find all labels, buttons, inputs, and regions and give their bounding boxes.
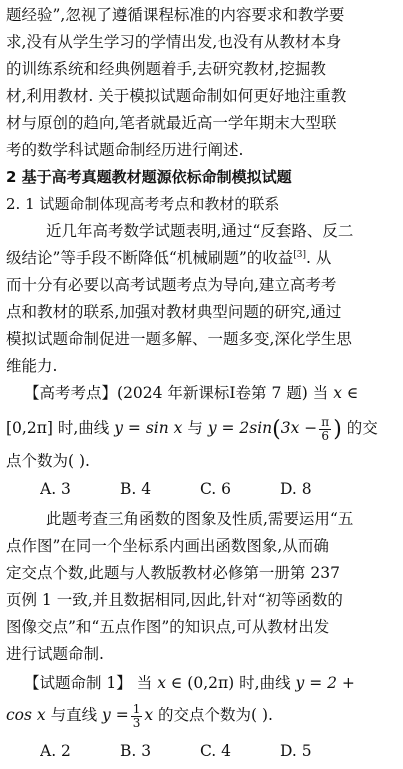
q1-when: 当 — [312, 384, 329, 402]
q2-in: ∈ — [170, 674, 183, 692]
citation-mark: [3] — [293, 250, 307, 260]
q1-frac-num: π — [321, 414, 330, 429]
q1-line-2: [0,2π] 时,曲线 y = sin x 与 y = 2sin(3x − $\frac{\pi}{6}$ ) 的交 — [6, 414, 378, 443]
q2-curve-text: 时,曲线 — [239, 674, 291, 692]
q2-option-d: D. 5 — [280, 742, 312, 760]
intro-line-3: 的训练系统和经典例题着手,去研究教材,挖掘教 — [6, 60, 326, 78]
q2-option-c: C. 4 — [200, 742, 232, 760]
analysis-line-2: 点作图”在同一个坐标系内画出函数图象,从而确 — [6, 537, 329, 555]
q1-option-c: C. 6 — [200, 480, 232, 498]
q2-suffix: 的交点个数为( ). — [158, 706, 273, 724]
para21-line-1: 近几年高考数学试题表明,通过“反套路、反二 — [46, 222, 354, 240]
q2-line-2 — [6, 698, 397, 732]
q2-eq1-cont: cos x — [6, 706, 46, 724]
intro-line-4: 材,利用教材. 关于模拟试题命制如何更好地注重教 — [6, 87, 347, 105]
q2-when: 当 — [136, 674, 153, 692]
q1-options — [40, 476, 397, 502]
q1-line-1 — [24, 380, 397, 406]
q2-options — [40, 738, 397, 764]
q2-option-b: B. 3 — [120, 742, 152, 760]
intro-line-6: 考的数学科试题命制经历进行阐述. — [6, 141, 244, 159]
analysis-line-1: 此题考查三角函数的图象及性质,需要运用“五 — [46, 510, 354, 528]
q1-eq2-left: y = 2sin — [207, 419, 273, 437]
q1-option-b: B. 4 — [120, 480, 152, 498]
q2-frac-den: 3 — [132, 715, 141, 730]
analysis-line-5: 图像交点”和“五点作图”的知识点,可从教材出发 — [6, 618, 330, 636]
para21-line-2: 级结论”等手段不断降低“机械刷题”的收益[3]. 从 — [6, 249, 332, 267]
q2-eq2-left: y = — [102, 706, 129, 724]
q2-with: 与直线 — [50, 706, 98, 724]
q2-var: x — [157, 674, 166, 692]
q2-interval: (0,2π) — [187, 674, 235, 692]
intro-line-1: 题经验”,忽视了遵循课程标准的内容要求和教学要 — [6, 6, 345, 24]
q1-curve-text: 时,曲线 — [57, 419, 110, 437]
q1-var: x — [333, 384, 342, 402]
q1-interval: [0,2π] — [6, 419, 53, 437]
para21-line-5: 模拟试题命制促进一题多解、一题多变,深化学生思 — [6, 330, 352, 348]
para21-line-4: 点和教材的联系,加强对教材典型问题的研究,通过 — [6, 303, 342, 321]
q2-eq2-right: x — [144, 706, 154, 724]
q1-eq2-inner: 3x − — [280, 419, 318, 437]
analysis-line-6: 进行试题命制. — [6, 645, 104, 663]
q1-frac-den: 6 — [321, 428, 330, 443]
q1-option-a: A. 3 — [40, 480, 71, 498]
analysis-line-4: 页例 1 一致,并且数据相同,因此,针对“初等函数的 — [6, 591, 343, 609]
q1-eq1: y = sin x — [114, 419, 183, 437]
analysis-line-3: 定交点个数,此题与人教版教材必修第一册第 237 — [6, 564, 340, 582]
q1-tag: 【高考考点】 — [24, 384, 118, 402]
q2-option-a: A. 2 — [40, 742, 71, 760]
q1-option-d: D. 8 — [280, 480, 312, 498]
q2-eq1: y = 2 + — [295, 674, 355, 692]
para21-line-2-tail: 从 — [315, 249, 332, 267]
para21-line-2-text: 级结论”等手段不断降低“机械刷题”的收益 — [6, 249, 294, 267]
intro-line-5: 材与原创的趋向,笔者就最近高一学年期末大型联 — [6, 114, 337, 132]
q2-tag: 【试题命制 1】 — [24, 674, 132, 692]
para21-line-3: 而十分有必要以高考试题考点为导向,建立高考考 — [6, 276, 337, 294]
q1-source: (2024 年新课标Ⅰ卷第 7 题) — [117, 384, 308, 402]
q2-fraction — [131, 703, 143, 730]
q1-fraction — [319, 416, 331, 443]
q1-in: ∈ — [346, 384, 359, 402]
q2-frac-num: 1 — [132, 701, 141, 716]
intro-line-2: 求,没有从学生学习的学情出发,也没有从教材本身 — [6, 33, 342, 51]
para21-line-6: 维能力. — [6, 357, 58, 375]
q1-suffix: 的交 — [346, 419, 378, 437]
q1-line-3: 点个数为( ). — [6, 452, 90, 470]
q1-with: 与 — [187, 419, 203, 437]
subsection-2-1-heading: 2. 1 试题命制体现高考考点和教材的联系 — [6, 195, 280, 213]
section-2-heading: 2 基于高考真题教材题源依标命制模拟试题 — [6, 168, 292, 186]
q2-line-1 — [24, 670, 397, 696]
